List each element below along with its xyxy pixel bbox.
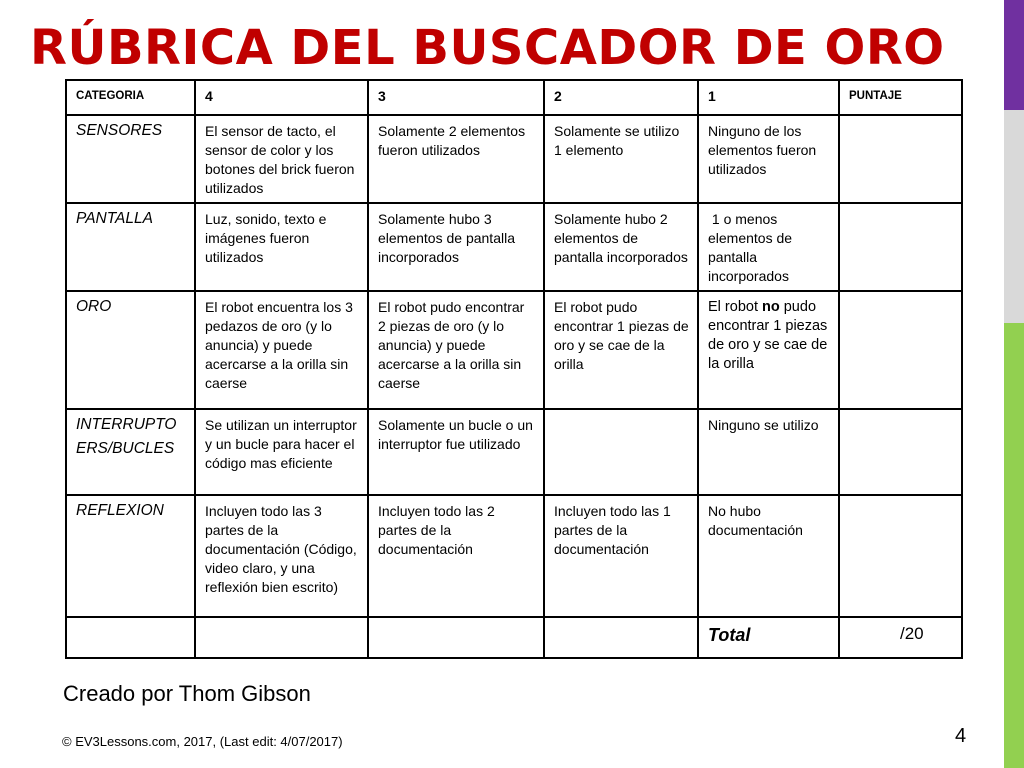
cell-text-post: pudo encontrar 1 piezas de oro y se cae de la orilla [708, 299, 828, 372]
page-title: RÚBRICA DEL BUSCADOR DE ORO [30, 20, 945, 76]
cell-score-1 [698, 291, 839, 409]
table-row-reflexion [66, 495, 962, 617]
header-3: 3 [368, 80, 544, 115]
table-header-row [66, 80, 962, 115]
empty-cell [368, 617, 544, 658]
table-row-interruptores [66, 409, 962, 495]
cell-score-3: El robot pudo encontrar 2 piezas de oro (y lo anuncia) y puede acercarse a la orilla sin caerse [368, 291, 544, 409]
sidebar-divider [998, 0, 1004, 768]
header-1: 1 [698, 80, 839, 115]
cell-score-2: El robot pudo encontrar 1 piezas de oro y se cae de la orilla [544, 291, 698, 409]
puntaje-cell[interactable] [839, 115, 962, 203]
credit-text: Creado por Thom Gibson [63, 681, 311, 706]
sidebar-accent-green [1004, 323, 1024, 768]
table-row-pantalla [66, 203, 962, 291]
category-cell: REFLEXION [66, 495, 195, 617]
cell-score-4: Incluyen todo las 3 partes de la documentación (Código, video claro, y una reflexión bien escrito) [195, 495, 368, 617]
header-puntaje: PUNTAJE [839, 80, 962, 115]
sidebar-accent-purple [1004, 0, 1024, 110]
empty-cell [195, 617, 368, 658]
copyright-footer: © EV3Lessons.com, 2017, (Last edit: 4/07/2017) [62, 734, 343, 749]
empty-cell [544, 617, 698, 658]
cell-score-1: 1 o menos elementos de pantalla incorporados [698, 203, 839, 291]
cell-score-2: Solamente se utilizo 1 elemento [544, 115, 698, 203]
cell-score-1: No hubo documentación [698, 495, 839, 617]
header-categoria: CATEGORIA [66, 80, 195, 115]
table-row-total [66, 617, 962, 658]
cell-score-4: El robot encuentra los 3 pedazos de oro (y lo anuncia) y puede acercarse a la orilla sin caerse [195, 291, 368, 409]
cell-score-4: Luz, sonido, texto e imágenes fueron utilizados [195, 203, 368, 291]
total-value[interactable]: /20 [839, 617, 962, 658]
header-2: 2 [544, 80, 698, 115]
category-cell [66, 409, 195, 495]
category-cell: PANTALLA [66, 203, 195, 291]
table-row-oro [66, 291, 962, 409]
cell-score-3: Solamente 2 elementos fueron utilizados [368, 115, 544, 203]
page-number: 4 [955, 725, 967, 747]
cell-score-3: Solamente un bucle o un interruptor fue utilizado [368, 409, 544, 495]
cell-score-1: Ninguno se utilizo [698, 409, 839, 495]
rubric-table [65, 79, 963, 659]
category-cell: ORO [66, 291, 195, 409]
cell-score-1: Ninguno de los elementos fueron utilizados [698, 115, 839, 203]
puntaje-cell[interactable] [839, 203, 962, 291]
sidebar-accent-gray [1004, 110, 1024, 323]
cell-score-2: Incluyen todo las 1 partes de la documentación [544, 495, 698, 617]
cell-text-emphasis: no [762, 299, 780, 315]
cell-text-pre: El robot [708, 299, 762, 315]
cell-score-2 [544, 409, 698, 495]
cell-score-2: Solamente hubo 2 elementos de pantalla incorporados [544, 203, 698, 291]
cell-score-4: El sensor de tacto, el sensor de color y los botones del brick fueron utilizados [195, 115, 368, 203]
puntaje-cell[interactable] [839, 291, 962, 409]
header-4: 4 [195, 80, 368, 115]
total-label: Total [698, 617, 839, 658]
cell-score-3: Solamente hubo 3 elementos de pantalla incorporados [368, 203, 544, 291]
puntaje-cell[interactable] [839, 495, 962, 617]
empty-cell [66, 617, 195, 658]
cell-score-3: Incluyen todo las 2 partes de la documentación [368, 495, 544, 617]
table-row-sensores [66, 115, 962, 203]
puntaje-cell[interactable] [839, 409, 962, 495]
category-line-2: ERS/BUCLES [76, 440, 175, 457]
category-line-1: INTERRUPTO [76, 416, 177, 433]
cell-score-4: Se utilizan un interruptor y un bucle para hacer el código mas eficiente [195, 409, 368, 495]
category-cell: SENSORES [66, 115, 195, 203]
